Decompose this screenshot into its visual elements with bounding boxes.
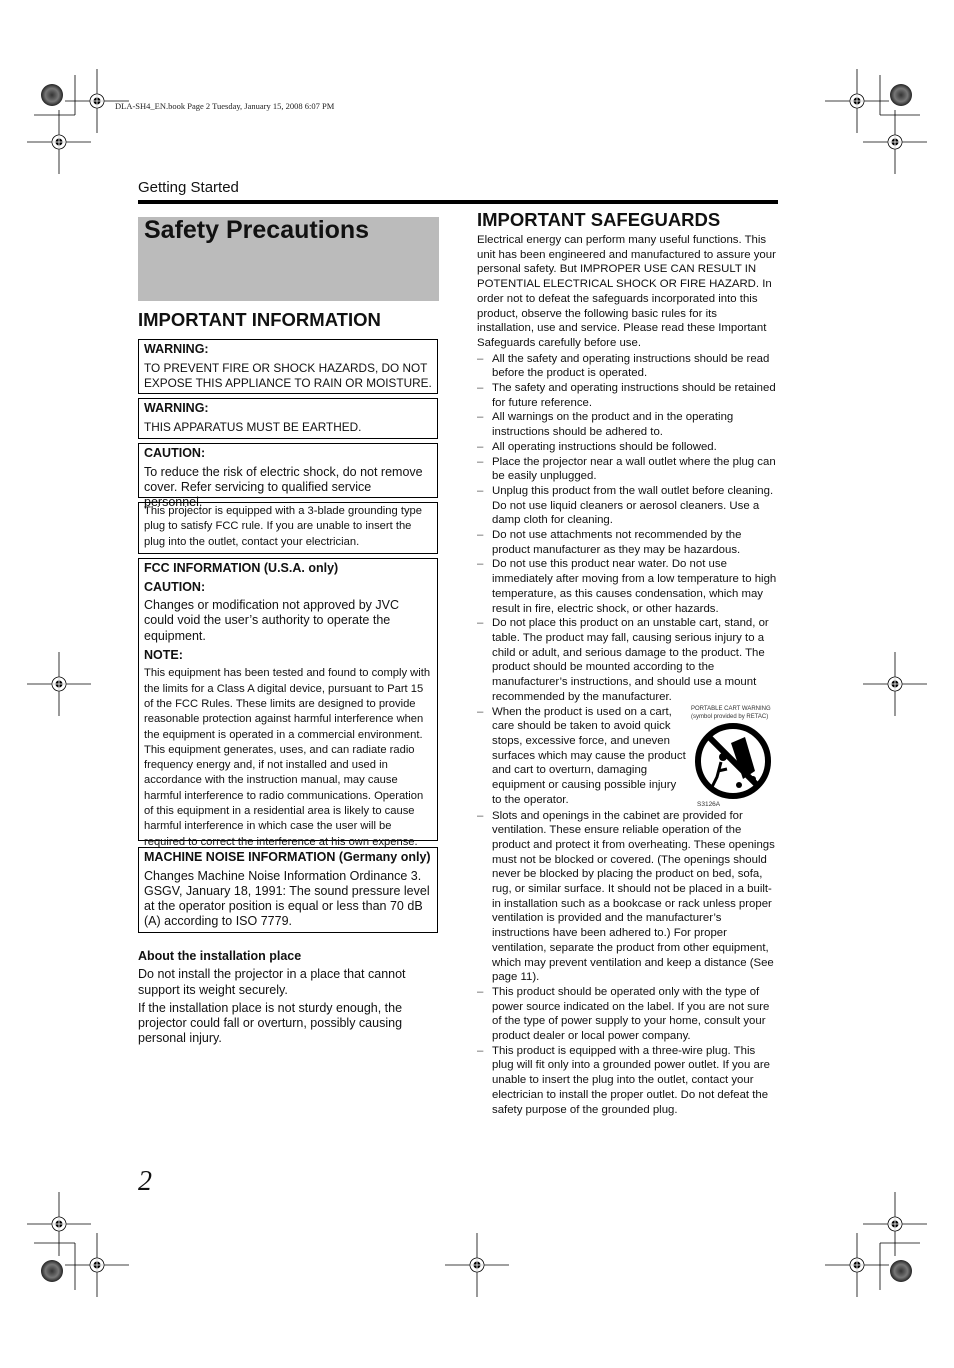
safeguards-intro: Electrical energy can perform many useful functions. This unit has been engineered and manufactured to assure your personal safety. But IMPROPER USE CAN RESULT IN POTENTIAL ELECTRICAL SHOCK OR FIRE HAZARD. In order not to defeat the safeguards incorporated into this product, observe the following basic rules for its installation, use and service. Please read these Important Safeguards carefully before use.	[477, 234, 776, 349]
section-label: Getting Started	[138, 179, 239, 196]
list-item: – Slots and openings in the cabinet are provided for ventilation. These ensure reliable operation of the product and protect it from overheating. These openings must not be blocked or covered. (The openings should never be blocked by placing the product on bed, sofa, rug, or similar surface. It should not be placed in a built-in installation such as a bookcase or rack unless proper ventilation is provided and the manufacturer’s instructions have been adhered to.) For proper ventilation, separate the product from other equipment, which may prevent ventilation and keep a distance (See page 11).	[477, 809, 775, 984]
fcc-title: FCC INFORMATION (U.S.A. only)	[144, 561, 339, 575]
fcc-caution-text: Changes or modification not approved by JVC could void the user’s authority to operate the equipment.	[144, 598, 400, 643]
cart-warning-line1: PORTABLE CART WARNING	[691, 705, 771, 712]
list-item: – All warnings on the product and in the operating instructions should be adhered to.	[477, 411, 734, 439]
warning-label: WARNING:	[144, 401, 209, 415]
grounding-text: This projector is equipped with a 3-blade grounding type plug to satisfy FCC rule. If you are unable to insert the plug into the outlet, contact your electrician.	[144, 505, 422, 548]
cart-list-item: – When the product is used on a cart, care should be taken to avoid quick stops, excessive force, and uneven surfaces which may cause the product and cart to overturn, damaging equipment or causing possible injury to the operator. PORTABLE CART WARNING (symbol provided by RETAC) S3126A	[477, 705, 777, 809]
list-item: – Unplug this product from the wall outlet before cleaning. Do not use liquid cleaners or aerosol cleaners. Use a damp cloth for cleaning.	[477, 484, 774, 527]
installation-heading: About the installation place	[138, 949, 302, 963]
warning-label: WARNING:	[144, 342, 209, 356]
warning-text: TO PREVENT FIRE OR SHOCK HAZARDS, DO NOT EXPOSE THIS APPLIANCE TO RAIN OR MOISTURE.	[144, 360, 432, 390]
list-item: – All the safety and operating instructions should be read before the product is operated.	[477, 352, 770, 380]
important-safeguards-heading: IMPORTANT SAFEGUARDS	[477, 209, 721, 230]
fcc-note-label: NOTE:	[144, 647, 183, 662]
list-item: – This product should be operated only with the type of power source indicated on the label. If you are not sure of the type of power supply to your home, consult your product dealer or local power company.	[477, 985, 770, 1043]
warning-text: THIS APPARATUS MUST BE EARTHED.	[144, 419, 362, 434]
warning-box-1	[138, 339, 438, 394]
fcc-caution-label: CAUTION:	[144, 579, 206, 594]
fcc-note-text: This equipment has been tested and found to comply with the limits for a Class A digital device, pursuant to Part 15 of the FCC Rules. These limits are designed to provide reasonable protection against harmful interference when the equipment is operated in a commercial environment. This equipment generates, uses, and can radiate radio frequency energy and, if not installed and used in accordance with the instruction manual, may cause harmful interference to radio communications. Operation of this equipment in a residential area is likely to cause harmful interference in which case the user will be required to correct the interference at his own expense.	[144, 667, 431, 848]
caution-box	[138, 443, 438, 510]
grounding-box	[138, 502, 438, 554]
list-item: – Do not place this product on an unstable cart, stand, or table. The product may fall, causing serious injury to a child or adult, and serious damage to the product. The product should be mounted according to the manufacturer’s instructions, and should use a mount recommended by the manufacturer.	[477, 617, 769, 703]
title-box	[138, 217, 439, 301]
print-header: DLA-SH4_EN.book Page 2 Tuesday, January 15, 2008 6:07 PM	[115, 101, 335, 111]
fcc-box	[138, 558, 438, 848]
page-title: Safety Precautions	[144, 216, 370, 244]
noise-text: Changes Machine Noise Information Ordinance 3. GSGV, January 18, 1991: The sound pressure level at the operator position is equal or less than 70 dB (A) according to ISO 7779.	[144, 868, 430, 929]
list-item: – Do not use attachments not recommended by the product manufacturer as they may be hazardous.	[477, 529, 742, 556]
cart-code: S3126A	[697, 800, 721, 808]
page-number: 2	[138, 1166, 152, 1197]
installation-section	[138, 949, 438, 1047]
list-item: – Place the projector near a wall outlet where the plug can be easily unplugged.	[477, 455, 776, 483]
installation-p2: If the installation place is not sturdy enough, the projector could fall or overturn, possibly causing personal injury.	[138, 1000, 403, 1046]
installation-p1: Do not install the projector in a place that cannot support its weight securely.	[138, 967, 406, 997]
important-information-heading: IMPORTANT INFORMATION	[138, 309, 381, 330]
caution-text: To reduce the risk of electric shock, do not remove cover. Refer servicing to qualified service personnel.	[144, 464, 423, 510]
safeguards-body	[477, 233, 777, 1117]
noise-box	[138, 847, 438, 933]
cart-tipover-icon	[693, 721, 773, 801]
noise-title: MACHINE NOISE INFORMATION (Germany only)	[144, 850, 431, 864]
caution-label: CAUTION:	[144, 446, 206, 460]
list-item: – Do not use this product near water. Do not use immediately after moving from a low temperature to high temperature, as this causes condensation, which may result in fire, electric shock, or other hazards.	[477, 558, 777, 615]
list-item: – All operating instructions should be followed.	[477, 440, 717, 453]
warning-box-2	[138, 398, 438, 439]
top-rule	[138, 200, 778, 204]
list-item: – This product is equipped with a three-wire plug. This plug will fit only into a grounded power outlet. If you are unable to insert the plug into the outlet, contact your electrician to install the proper outlet. Do not defeat the safety purpose of the grounded plug.	[477, 1044, 770, 1116]
list-item: – The safety and operating instructions should be retained for future reference.	[477, 382, 776, 409]
cart-warning-line2: (symbol provided by RETAC)	[691, 713, 769, 720]
cart-warning-symbol	[691, 705, 779, 809]
